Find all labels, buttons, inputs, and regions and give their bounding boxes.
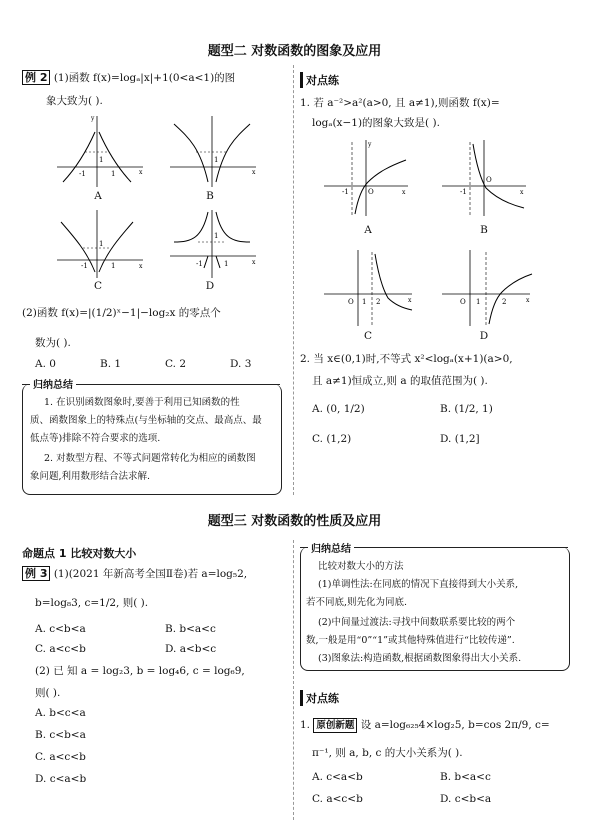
proposition-point: 命题点 1 比较对数大小	[22, 547, 137, 560]
ex2-tag: 例 2	[22, 70, 50, 85]
practice-q1-line2: logₐ(x−1)的图象大致是( ).	[312, 117, 440, 129]
summary-line: 质、函数图象上的特殊点(与坐标轴的交点、最高点、最	[30, 415, 262, 426]
svg-text:x: x	[139, 169, 143, 176]
summary-line: 数,一般是用“0”“1”或其他特殊值进行“比较传递”.	[306, 635, 515, 646]
section2-title: 题型二 对数函数的图象及应用	[207, 44, 382, 59]
ex2-q1-line2: 象大致为( ).	[46, 95, 103, 107]
practice-q2-option-b: B. (1/2, 1)	[440, 403, 493, 415]
summary-line: 若不同底,则先化为同底.	[306, 597, 408, 608]
ex2-q2-line2: 数为( ).	[35, 337, 71, 349]
practice-q2-option-d: D. (1,2]	[440, 433, 480, 445]
svg-text:y: y	[368, 141, 372, 148]
practice3-option-a: A. c<a<b	[312, 771, 363, 783]
svg-text:y: y	[91, 115, 95, 122]
ex2-graph-a	[55, 112, 145, 190]
ex2-option-a: A. 0	[35, 358, 56, 370]
svg-text:x: x	[526, 297, 530, 304]
ex3-q1-option-a: A. c<b<a	[35, 623, 86, 635]
practice-q1-line1: 1. 若 a⁻²>a²(a>0, 且 a≠1),则函数 f(x)=	[300, 97, 500, 109]
ex2-option-c: C. 2	[165, 358, 187, 370]
practice-cap-d: D	[479, 330, 489, 342]
ex2-cap-b: B	[206, 190, 214, 202]
ex2-summary-head: 归纳总结	[30, 376, 76, 391]
ex3-q2-option-a: A. b<c<a	[35, 707, 86, 719]
column-divider-2	[293, 540, 294, 820]
summary-line: 低点等)排除不符合要求的选项.	[30, 433, 161, 444]
svg-text:O: O	[348, 298, 354, 306]
svg-text:x: x	[252, 169, 256, 176]
ex3-q1-option-c: C. a<c<b	[35, 643, 86, 655]
ex3-q1-option-d: D. a<b<c	[165, 643, 217, 655]
section3-title: 题型三 对数函数的性质及应用	[207, 514, 382, 529]
ex2-cap-d: D	[205, 280, 215, 292]
summary-line: (3)图象法:构造函数,根据函数图象得出大小关系.	[318, 653, 522, 664]
practice-q2-option-a: A. (0, 1/2)	[312, 403, 365, 415]
ex2-cap-a: A	[94, 190, 102, 202]
ex2-option-b: B. 1	[100, 358, 122, 370]
practice-graph-d	[440, 248, 535, 328]
summary-line: (2)中间量过渡法:寻找中间数联系要比较的两个	[318, 617, 516, 628]
ex2-q1: 例 2 (1)函数 f(x)=logₐ|x|+1(0<a<1)的图	[22, 70, 235, 85]
svg-text:-1: -1	[460, 188, 467, 196]
practice3-q1-line2: π⁻¹, 则 a, b, c 的大小关系为( ).	[312, 747, 463, 759]
summary-line: 1. 在识别函数图象时,要善于利用已知函数的性	[44, 397, 240, 408]
ex2-option-d: D. 3	[230, 358, 252, 370]
svg-text:1: 1	[214, 232, 219, 240]
ex2-graph-d	[168, 208, 258, 280]
svg-text:1: 1	[99, 240, 104, 248]
svg-text:-1: -1	[81, 262, 88, 270]
ex3-q2-option-c: C. a<c<b	[35, 751, 86, 763]
svg-text:1: 1	[224, 260, 229, 268]
practice-q2-line2: 且 a≠1)恒成立,则 a 的取值范围为( ).	[312, 375, 488, 387]
practice3-q1-line1: 1. 原创新题 设 a=log₆₂₅4×log₂5, b=cos 2π/9, c=	[300, 719, 550, 731]
practice3-option-b: B. b<a<c	[440, 771, 491, 783]
practice-q2-option-c: C. (1,2)	[312, 433, 352, 445]
summary-line: 象问题,利用数形结合法求解.	[30, 471, 151, 482]
ex3-q2-option-d: D. c<a<b	[35, 773, 87, 785]
practice-q2-line1: 2. 当 x∈(0,1)时,不等式 x²<logₐ(x+1)(a>0,	[300, 353, 513, 365]
svg-text:-1: -1	[342, 188, 349, 196]
svg-text:O: O	[486, 176, 492, 184]
ex3-q1-line2: b=log₈3, c=1/2, 则( ).	[35, 597, 149, 609]
ex3-tag: 例 3	[22, 566, 50, 581]
practice-cap-a: A	[364, 224, 372, 236]
svg-text:1: 1	[214, 156, 219, 164]
practice-tag: 对点练	[300, 72, 339, 88]
practice-graph-b	[440, 138, 530, 218]
ex2-graph-c	[55, 208, 145, 280]
ex2-q2-line1: (2)函数 f(x)=|(1/2)ˣ−1|−log₂x 的零点个	[22, 307, 221, 319]
svg-text:O: O	[368, 188, 374, 196]
ex2-cap-c: C	[93, 280, 103, 292]
practice3-tag: 对点练	[300, 690, 339, 706]
summary-line: 2. 对数型方程、不等式问题常转化为相应的函数图	[44, 453, 256, 464]
svg-text:2: 2	[376, 298, 381, 306]
practice-cap-c: C	[363, 330, 373, 342]
practice3-option-c: C. a<c<b	[312, 793, 363, 805]
svg-text:x: x	[252, 259, 256, 266]
svg-text:x: x	[520, 189, 524, 196]
practice-graph-a	[322, 138, 412, 218]
ex3-q2-line2: 则( ).	[35, 687, 61, 699]
ex3-q1: 例 3 (1)(2021 年新高考全国Ⅱ卷)若 a=log₅2,	[22, 566, 247, 581]
ex3-summary-title: 比较对数大小的方法	[318, 561, 404, 572]
svg-text:1: 1	[362, 298, 367, 306]
svg-text:2: 2	[502, 298, 507, 306]
practice-graph-c	[322, 248, 417, 328]
svg-text:1: 1	[476, 298, 481, 306]
original-badge: 原创新题	[313, 718, 357, 733]
ex3-q2-line1: (2) 已 知 a = log₂3, b = log₄6, c = log₆9,	[35, 665, 245, 677]
column-divider	[293, 65, 294, 495]
svg-text:x: x	[139, 263, 143, 270]
summary-line: (1)单调性法:在同底的情况下直接得到大小关系,	[318, 579, 519, 590]
ex3-q2-option-b: B. c<b<a	[35, 729, 86, 741]
svg-text:x: x	[402, 189, 406, 196]
ex3-q1-option-b: B. b<a<c	[165, 623, 216, 635]
ex3-summary-head: 归纳总结	[308, 540, 354, 555]
practice3-option-d: D. c<b<a	[440, 793, 492, 805]
svg-text:x: x	[408, 297, 412, 304]
svg-text:-1: -1	[196, 260, 203, 268]
svg-text:O: O	[460, 298, 466, 306]
ex2-graph-b	[168, 112, 258, 190]
svg-text:1: 1	[111, 262, 116, 270]
practice-cap-b: B	[480, 224, 488, 236]
svg-text:1: 1	[111, 170, 116, 178]
svg-text:1: 1	[99, 156, 104, 164]
svg-text:-1: -1	[79, 170, 86, 178]
